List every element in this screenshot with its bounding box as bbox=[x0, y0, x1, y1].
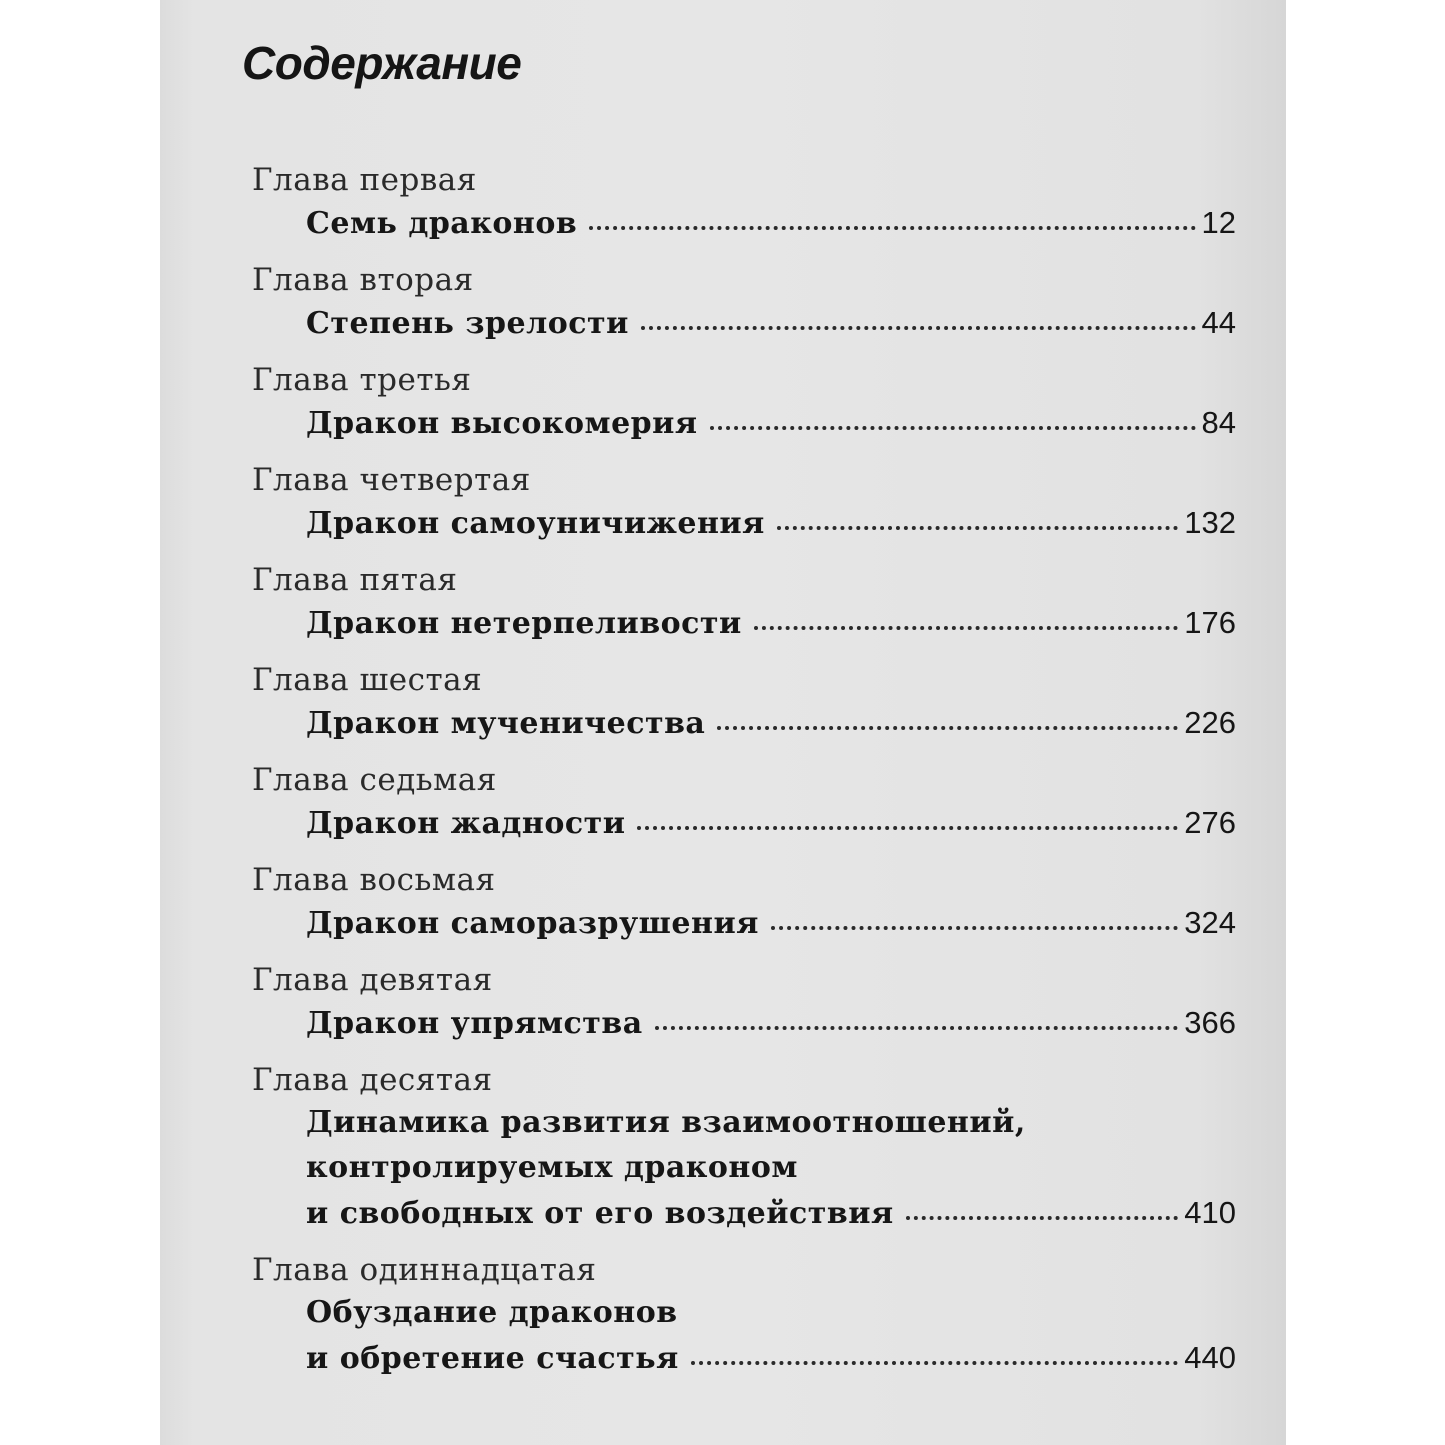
page-number: 366 bbox=[1184, 1005, 1236, 1040]
chapter-label: Глава первая bbox=[252, 162, 477, 198]
dot-leader bbox=[641, 326, 1196, 330]
toc-entry bbox=[252, 1060, 1236, 1235]
dot-leader bbox=[771, 926, 1178, 930]
chapter-title-line: контролируемых драконом bbox=[306, 1150, 798, 1185]
chapter-title: Дракон саморазрушения bbox=[306, 906, 759, 941]
toc-entry bbox=[252, 560, 1236, 645]
page-number: 276 bbox=[1184, 805, 1236, 840]
chapter-title: Дракон высокомерия bbox=[306, 406, 698, 441]
chapter-title: Дракон мученичества bbox=[306, 706, 706, 741]
page-title: Содержание bbox=[242, 37, 522, 89]
page-number: 440 bbox=[1184, 1340, 1236, 1375]
entry-spacer bbox=[252, 845, 1236, 860]
page-number: 226 bbox=[1184, 705, 1236, 740]
entry-spacer bbox=[252, 245, 1236, 260]
chapter-title-row bbox=[306, 300, 1236, 345]
chapter-label: Глава десятая bbox=[252, 1062, 493, 1098]
chapter-title-row bbox=[306, 900, 1236, 945]
chapter-title: Дракон упрямства bbox=[306, 1006, 643, 1041]
chapter-label: Глава шестая bbox=[252, 662, 483, 698]
chapter-title-block bbox=[252, 1290, 1236, 1380]
chapter-title: Дракон жадности bbox=[306, 806, 626, 841]
toc-entry bbox=[252, 160, 1236, 245]
dot-leader bbox=[754, 626, 1178, 630]
book-page bbox=[160, 0, 1286, 1445]
chapter-title-row bbox=[306, 500, 1236, 545]
page-number: 132 bbox=[1184, 505, 1236, 540]
chapter-title-row bbox=[306, 1190, 1236, 1235]
dot-leader bbox=[906, 1216, 1179, 1220]
toc-entry bbox=[252, 260, 1236, 345]
chapter-title-block bbox=[252, 700, 1236, 745]
chapter-label: Глава вторая bbox=[252, 262, 474, 298]
chapter-title-block bbox=[252, 900, 1236, 945]
chapter-title-block bbox=[252, 200, 1236, 245]
chapter-label: Глава четвертая bbox=[252, 462, 531, 498]
toc-entry bbox=[252, 960, 1236, 1045]
entry-spacer bbox=[252, 745, 1236, 760]
chapter-title-line: Обуздание драконов bbox=[306, 1295, 678, 1330]
chapter-title-block bbox=[252, 500, 1236, 545]
chapter-title-block bbox=[252, 400, 1236, 445]
dot-leader bbox=[710, 426, 1196, 430]
dot-leader bbox=[655, 1026, 1179, 1030]
toc-entry bbox=[252, 860, 1236, 945]
dot-leader bbox=[589, 226, 1195, 230]
dot-leader bbox=[777, 526, 1178, 530]
chapter-label: Глава девятая bbox=[252, 962, 493, 998]
entry-spacer bbox=[252, 345, 1236, 360]
chapter-title-block bbox=[252, 1000, 1236, 1045]
chapter-title-row bbox=[306, 200, 1236, 245]
toc-entry bbox=[252, 360, 1236, 445]
entry-spacer bbox=[252, 445, 1236, 460]
entry-spacer bbox=[252, 1235, 1236, 1250]
entry-spacer bbox=[252, 1045, 1236, 1060]
toc-entry bbox=[252, 660, 1236, 745]
chapter-title: и обретение счастья bbox=[306, 1341, 679, 1376]
toc-entry bbox=[252, 760, 1236, 845]
chapter-title-row bbox=[306, 1335, 1236, 1380]
chapter-title-block bbox=[252, 800, 1236, 845]
toc-list bbox=[252, 160, 1236, 1380]
page-number: 12 bbox=[1201, 205, 1236, 240]
entry-spacer bbox=[252, 545, 1236, 560]
chapter-title-block bbox=[252, 1100, 1236, 1235]
chapter-label: Глава седьмая bbox=[252, 762, 497, 798]
page-number: 410 bbox=[1184, 1195, 1236, 1230]
chapter-title: Дракон самоуничижения bbox=[306, 506, 765, 541]
chapter-label: Глава одиннадцатая bbox=[252, 1252, 597, 1288]
chapter-title-row bbox=[306, 1000, 1236, 1045]
chapter-title: Семь драконов bbox=[306, 206, 578, 241]
page-number: 84 bbox=[1201, 405, 1236, 440]
chapter-label: Глава восьмая bbox=[252, 862, 496, 898]
chapter-title: Дракон нетерпеливости bbox=[306, 606, 742, 641]
chapter-title-line: Динамика развития взаимоотношений, bbox=[306, 1105, 1026, 1140]
chapter-title-block bbox=[252, 600, 1236, 645]
toc-entry bbox=[252, 1250, 1236, 1380]
chapter-title-row bbox=[306, 700, 1236, 745]
dot-leader bbox=[691, 1361, 1179, 1365]
chapter-title-block bbox=[252, 300, 1236, 345]
chapter-title: Степень зрелости bbox=[306, 306, 629, 341]
chapter-title: и свободных от его воздействия bbox=[306, 1196, 894, 1231]
toc-entry bbox=[252, 460, 1236, 545]
page-number: 44 bbox=[1201, 305, 1236, 340]
page-number: 324 bbox=[1184, 905, 1236, 940]
chapter-title-row bbox=[306, 600, 1236, 645]
chapter-label: Глава пятая bbox=[252, 562, 458, 598]
page-number: 176 bbox=[1184, 605, 1236, 640]
entry-spacer bbox=[252, 645, 1236, 660]
dot-leader bbox=[637, 826, 1178, 830]
chapter-label: Глава третья bbox=[252, 362, 472, 398]
chapter-title-row bbox=[306, 400, 1236, 445]
chapter-title-row bbox=[306, 800, 1236, 845]
dot-leader bbox=[717, 726, 1178, 730]
entry-spacer bbox=[252, 945, 1236, 960]
